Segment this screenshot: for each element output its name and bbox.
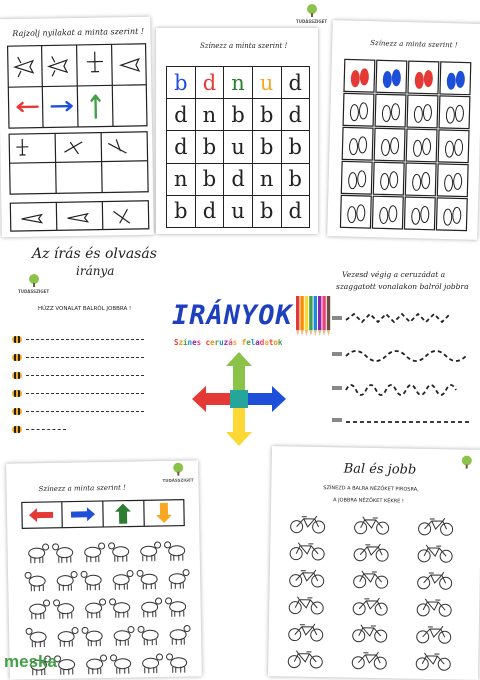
letter-cell[interactable]: b bbox=[281, 131, 310, 163]
footprint-icon bbox=[383, 69, 400, 87]
animal-icon bbox=[82, 627, 102, 646]
subtitle-char: l bbox=[251, 338, 256, 347]
letter-cell[interactable]: u bbox=[252, 67, 281, 99]
letter-cell[interactable]: d bbox=[281, 195, 310, 227]
tree-icon bbox=[173, 463, 183, 473]
footprint-icon bbox=[381, 137, 398, 155]
logo-name: TUDÁSSZIGET bbox=[18, 289, 49, 294]
animal-icon bbox=[54, 656, 74, 675]
arrow-up-icon bbox=[115, 504, 131, 524]
sheet-animals bbox=[6, 460, 202, 679]
footprint-icon bbox=[447, 71, 464, 89]
bee-icon bbox=[12, 390, 22, 397]
letter-cell[interactable]: d bbox=[195, 67, 224, 99]
bicycle-icon bbox=[289, 624, 323, 642]
animal-icon bbox=[166, 654, 186, 673]
footprint-icon bbox=[380, 205, 397, 223]
animal-icon bbox=[170, 626, 190, 645]
writing-title-line2: iránya bbox=[76, 264, 114, 278]
pencil bbox=[296, 296, 299, 330]
arrow-green bbox=[91, 96, 99, 118]
letter-cell[interactable]: b bbox=[195, 163, 224, 195]
pencil-tip bbox=[296, 330, 299, 336]
letter-cell[interactable]: n bbox=[195, 99, 224, 131]
arrow-left-icon bbox=[29, 508, 53, 522]
footprint-icon bbox=[349, 137, 366, 155]
logo-top bbox=[296, 4, 327, 24]
bicycle-icon bbox=[418, 518, 452, 536]
footprint-icon bbox=[412, 172, 429, 190]
writing-instruction: HÚZZ VONALAT BALRÓL JOBBRA ! bbox=[38, 306, 131, 312]
letter-cell[interactable]: b bbox=[224, 99, 253, 131]
animal-icon bbox=[138, 626, 158, 645]
arrow-red bbox=[18, 103, 38, 111]
bee-icon bbox=[12, 336, 22, 343]
letter-cell[interactable]: d bbox=[281, 67, 310, 99]
animal-icon bbox=[110, 655, 130, 674]
footprint-icon bbox=[444, 173, 461, 191]
direction-cross bbox=[192, 352, 286, 446]
animal-icon bbox=[165, 598, 185, 617]
letter-cell[interactable]: b bbox=[252, 131, 281, 163]
animal-icon bbox=[53, 544, 73, 563]
arrow-up bbox=[226, 352, 252, 390]
dashed-line[interactable] bbox=[26, 393, 144, 394]
footprint-icon bbox=[382, 103, 399, 121]
subtitle-char: e bbox=[192, 338, 197, 347]
bicycle-icon bbox=[354, 571, 388, 589]
letter-grid bbox=[166, 66, 310, 228]
letter-cell[interactable]: d bbox=[224, 163, 253, 195]
subtitle-char: r bbox=[215, 338, 220, 347]
sheet-writing bbox=[0, 244, 170, 444]
subtitle-char: k bbox=[278, 338, 283, 347]
logo-name: TUDÁSSZIGET bbox=[162, 477, 193, 483]
subtitle-char: e bbox=[210, 338, 215, 347]
bee-row bbox=[12, 330, 152, 348]
animal-icon bbox=[142, 654, 162, 673]
animal-icon bbox=[54, 600, 74, 619]
subtitle-char: z bbox=[224, 338, 229, 347]
footprint-icon bbox=[348, 205, 365, 223]
animal-icon bbox=[57, 571, 77, 590]
plane-grid-top bbox=[7, 43, 148, 129]
bicycle-icon bbox=[289, 597, 323, 615]
animal-icon bbox=[30, 600, 50, 619]
bee-icon bbox=[12, 426, 22, 433]
subtitle-char: í bbox=[183, 338, 188, 347]
animal-icon bbox=[29, 544, 49, 563]
arrow-down bbox=[226, 408, 252, 446]
animal-icon bbox=[81, 571, 101, 590]
pencil-tip bbox=[314, 330, 317, 336]
bee-rows bbox=[12, 330, 152, 438]
animal-icon bbox=[110, 599, 130, 618]
waves-instruction-line2: szaggatott vonalakon balról jobbra bbox=[336, 282, 469, 291]
bicycle-icon bbox=[355, 517, 389, 535]
arrow-center bbox=[230, 390, 248, 408]
arrow-right bbox=[248, 386, 286, 412]
pencil-tip bbox=[305, 330, 308, 336]
bicycle-icon bbox=[416, 653, 450, 671]
bicycle-icon bbox=[418, 572, 452, 590]
letter-cell[interactable]: d bbox=[167, 131, 196, 163]
animal-icon bbox=[141, 542, 161, 561]
footprint-icon bbox=[445, 139, 462, 157]
dashed-line[interactable] bbox=[26, 429, 66, 430]
pencil-tip bbox=[309, 330, 312, 336]
feet-grid bbox=[339, 58, 473, 231]
bee-row bbox=[12, 366, 152, 384]
letter-cell[interactable]: n bbox=[167, 163, 196, 195]
bikes-instruction-line1: SZÍNEZD A BALRA NÉZŐKET PIROSRA, bbox=[323, 485, 419, 493]
bicycle-icon bbox=[417, 626, 451, 644]
letter-cell[interactable]: b bbox=[167, 67, 196, 99]
bikes-instruction-line2: A JOBBRA NÉZŐKET KÉKRE ! bbox=[333, 497, 404, 504]
letter-cell[interactable]: d bbox=[167, 99, 196, 131]
arrow-blue bbox=[52, 102, 72, 110]
subtitle-char: c bbox=[206, 338, 211, 347]
subtitle-char: f bbox=[242, 338, 247, 347]
letter-cell[interactable]: b bbox=[252, 195, 281, 227]
dashed-line[interactable] bbox=[26, 357, 144, 358]
tree-icon bbox=[462, 456, 472, 466]
letter-row bbox=[167, 131, 310, 163]
bicycle-icon bbox=[417, 599, 451, 617]
watermark: meska bbox=[4, 652, 57, 672]
pencil bbox=[300, 296, 303, 330]
pencil-tip bbox=[318, 330, 321, 336]
bicycle-icon bbox=[353, 598, 387, 616]
footprint-icon bbox=[413, 138, 430, 156]
bicycle-icon bbox=[291, 516, 325, 534]
footprint-icon bbox=[412, 206, 429, 224]
letter-cell[interactable]: b bbox=[167, 195, 196, 227]
animal-icon bbox=[86, 655, 106, 674]
sheet-waves bbox=[330, 262, 480, 442]
animal-icon bbox=[26, 628, 46, 647]
feet-instruction: Színezz a minta szerint ! bbox=[370, 39, 458, 49]
pencils-icon bbox=[294, 292, 332, 338]
tree-icon bbox=[307, 4, 317, 14]
letters-instruction: Színezz a minta szerint ! bbox=[200, 42, 287, 50]
bike-grid bbox=[278, 508, 477, 677]
animal-icon bbox=[114, 626, 134, 645]
letter-row bbox=[167, 195, 310, 227]
footprint-icon bbox=[380, 171, 397, 189]
animal-icon bbox=[58, 627, 78, 646]
letter-cell[interactable]: n bbox=[252, 163, 281, 195]
letter-cell[interactable]: u bbox=[224, 195, 253, 227]
letter-cell[interactable]: b bbox=[281, 163, 310, 195]
bicycle-icon bbox=[290, 570, 324, 588]
animals-instruction: Színezz a minta szerint ! bbox=[39, 484, 126, 494]
pencil bbox=[309, 296, 312, 330]
sheet-bikes bbox=[268, 446, 480, 680]
footprint-icon bbox=[444, 207, 461, 225]
bee-row bbox=[12, 420, 152, 438]
animal-icon bbox=[142, 598, 162, 617]
subtitle-char: a bbox=[264, 338, 269, 347]
animal-icon bbox=[109, 543, 129, 562]
center-subtitle bbox=[174, 338, 282, 347]
footprint-icon bbox=[348, 171, 365, 189]
footprint-icon bbox=[414, 104, 431, 122]
logo-writing bbox=[18, 274, 49, 294]
animal-icon bbox=[85, 543, 105, 562]
bee-row bbox=[12, 384, 152, 402]
bee-icon bbox=[12, 372, 22, 379]
pencil-tip bbox=[300, 330, 303, 336]
bee-row bbox=[12, 348, 152, 366]
dashed-line[interactable] bbox=[26, 339, 144, 340]
arrow-down-icon bbox=[156, 503, 172, 523]
waves-instruction-line1: Vezesd végig a ceruzádat a bbox=[342, 270, 445, 279]
logo-animals bbox=[162, 462, 193, 483]
arrows-instruction: Rajzolj nyilakat a minta szerint ! bbox=[12, 27, 144, 38]
subtitle-char: t bbox=[269, 338, 274, 347]
letter-cell[interactable]: d bbox=[195, 195, 224, 227]
sheet-feet bbox=[327, 20, 480, 240]
animal-icon bbox=[137, 570, 157, 589]
logo-bikes bbox=[462, 456, 472, 466]
subtitle-char: a bbox=[255, 338, 260, 347]
letter-cell[interactable]: b bbox=[195, 131, 224, 163]
sheet-arrows bbox=[0, 17, 154, 238]
logo-name: TUDÁSSZIGET bbox=[296, 19, 327, 24]
footprint-icon bbox=[415, 70, 432, 88]
subtitle-char: n bbox=[188, 338, 193, 347]
subtitle-char: o bbox=[273, 338, 278, 347]
bicycle-icon bbox=[418, 545, 452, 563]
arrow-left bbox=[192, 386, 230, 412]
footprint-icon bbox=[350, 103, 367, 121]
footprint-icon bbox=[446, 105, 463, 123]
bee-icon bbox=[12, 408, 22, 415]
pencil bbox=[322, 296, 325, 330]
bicycle-icon bbox=[353, 625, 387, 643]
pencil bbox=[314, 296, 317, 330]
letter-row bbox=[167, 67, 310, 99]
tree-icon bbox=[29, 274, 39, 284]
center-block bbox=[166, 292, 336, 452]
plane-grid-bottom bbox=[8, 131, 150, 233]
bicycle-icon bbox=[352, 652, 386, 670]
bikes-title: Bal és jobb bbox=[344, 461, 417, 477]
subtitle-char: s bbox=[233, 338, 238, 347]
bicycle-icon bbox=[288, 651, 322, 669]
wave-lines bbox=[330, 302, 480, 442]
letter-cell[interactable]: d bbox=[281, 99, 310, 131]
pencil bbox=[318, 296, 321, 330]
letter-cell[interactable]: b bbox=[252, 99, 281, 131]
animal-icon bbox=[25, 572, 45, 591]
writing-title-line1: Az írás és olvasás bbox=[32, 246, 157, 262]
letter-row bbox=[167, 99, 310, 131]
animal-icon bbox=[169, 570, 189, 589]
footprint-icon bbox=[351, 69, 368, 87]
bicycle-icon bbox=[354, 544, 388, 562]
dashed-line[interactable] bbox=[26, 411, 144, 412]
arrow-right-icon bbox=[71, 507, 95, 521]
subtitle-char: S bbox=[174, 338, 179, 347]
pencil-tip bbox=[322, 330, 325, 336]
animal-arrow-row bbox=[21, 499, 185, 530]
animal-icon bbox=[113, 570, 133, 589]
animal-icon bbox=[165, 542, 185, 561]
subtitle-char: s bbox=[197, 338, 202, 347]
bee-row bbox=[12, 402, 152, 420]
subtitle-char: e bbox=[246, 338, 251, 347]
letter-cell[interactable]: u bbox=[224, 131, 253, 163]
subtitle-char: u bbox=[219, 338, 224, 347]
subtitle-char: z bbox=[179, 338, 184, 347]
letter-row bbox=[167, 163, 310, 195]
center-title: IRÁNYOK bbox=[172, 300, 293, 331]
pencil bbox=[305, 296, 308, 330]
dashed-line[interactable] bbox=[26, 375, 144, 376]
letter-cell[interactable]: n bbox=[224, 67, 253, 99]
subtitle-char: á bbox=[228, 338, 233, 347]
bee-icon bbox=[12, 354, 22, 361]
sheet-letters bbox=[156, 28, 318, 234]
animal-icon bbox=[86, 599, 106, 618]
bicycle-icon bbox=[290, 543, 324, 561]
subtitle-char: d bbox=[260, 338, 265, 347]
